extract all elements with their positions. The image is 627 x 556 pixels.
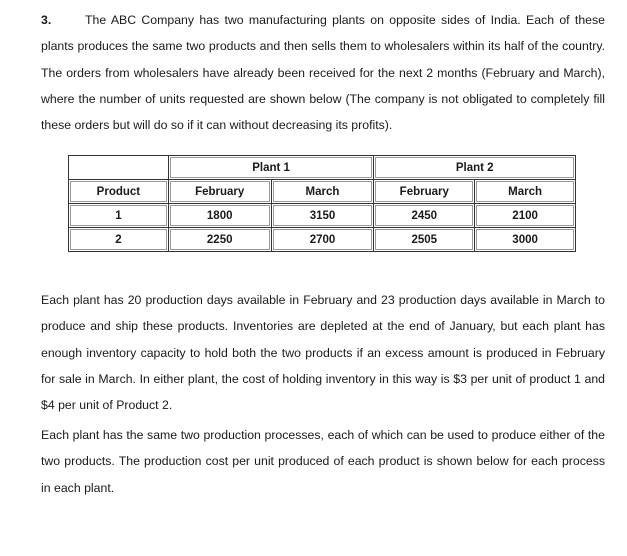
column-header: February: [374, 180, 475, 204]
table-cell: 2: [69, 228, 169, 252]
table-cell: 3000: [475, 228, 576, 252]
table-header-columns: [69, 180, 576, 204]
column-header: March: [271, 180, 374, 204]
table-row: [69, 204, 576, 228]
table-cell: 1800: [168, 204, 271, 228]
table-cell: 2250: [168, 228, 271, 252]
table-row: [69, 228, 576, 252]
plant-2-header: Plant 2: [374, 156, 576, 180]
table-cell: 2505: [374, 228, 475, 252]
intro-paragraph: [41, 7, 605, 138]
table-cell: 1: [69, 204, 169, 228]
table-cell: 2100: [475, 204, 576, 228]
table-corner-cell: [69, 156, 169, 180]
orders-table: [68, 155, 576, 252]
question-number: 3.: [41, 13, 52, 27]
table-cell: 3150: [271, 204, 374, 228]
production-days-paragraph: Each plant has 20 production days available in February and 23 production days available in March to produce and ship these products. Inventories are depleted at the end of January, but each plant has enough inventory capacity to hold both the two products if an excess amount is produced in February for sale in March. In either plant, the cost of holding inventory in this way is $3 per unit of product 1 and $4 per unit of Product 2.: [41, 293, 605, 413]
table-header-plants: [69, 156, 576, 180]
processes-paragraph: Each plant has the same two production processes, each of which can be used to produce either of the two products. The production cost per unit produced of each product is shown below for each process in each plant.: [41, 428, 605, 495]
intro-text: The ABC Company has two manufacturing plants on opposite sides of India. Each of these plants produces the same two products and then sells them to wholesalers within its half of the country. The orders from wholesalers have already been received for the next 2 months (February and March), where the number of units requested are shown below (The company is not obligated to completely fill these orders but will do so if it can without decreasing its profits).: [41, 13, 605, 133]
table-cell: 2700: [271, 228, 374, 252]
column-header: February: [168, 180, 271, 204]
table-cell: 2450: [374, 204, 475, 228]
column-header: Product: [69, 180, 169, 204]
plant-1-header: Plant 1: [168, 156, 374, 180]
column-header: March: [475, 180, 576, 204]
